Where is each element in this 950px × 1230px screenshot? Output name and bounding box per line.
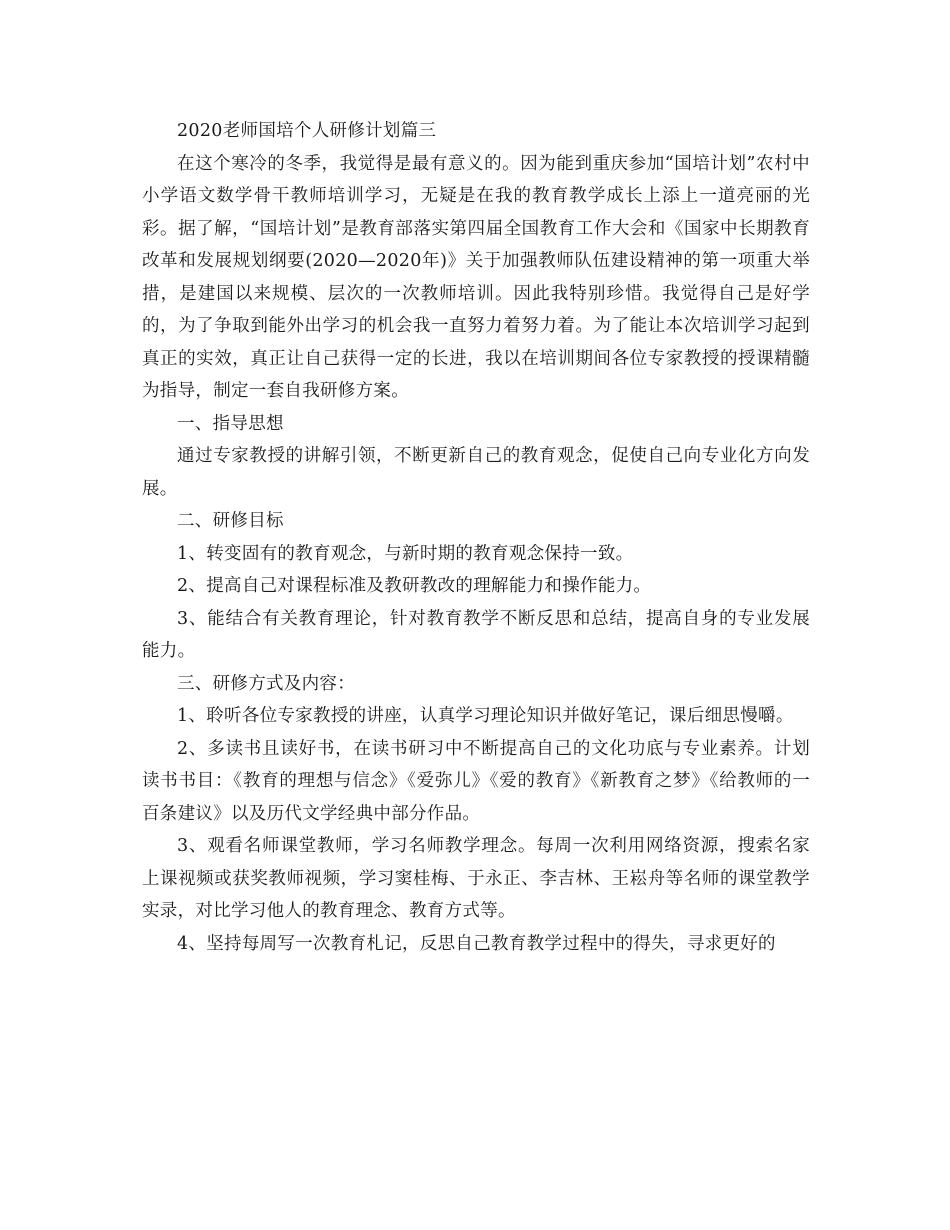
method-item-4: 4、坚持每周写一次教育札记，反思自己教育教学过程中的得失，寻求更好的	[177, 933, 776, 954]
intro-paragraph: 在这个寒冷的冬季，我觉得是最有意义的。因为能到重庆参加“国培计划”农村中小学语文数学骨干教师培训学习，无疑是在我的教育教学成长上添上一道亮丽的光彩。据了解，“国培计划”是教育部落实第四届全国教育工作大会和《国家中长期教育改革和发展规划纲要(2020—2020年)》关于加强教师队伍建设精神的第一项重大举措，是建国以来规模、层次的一次教师培训。因此我特别珍惜。我觉得自己是好学的，为了争取到能外出学习的机会我一直努力着努力着。为了能让本次培训学习起到真正的实效，真正让自己获得一定的长进，我以在培训期间各位专家教授的授课精髓为指导，制定一套自我研修方案。	[142, 153, 810, 401]
section-heading-guiding-thought: 一、指导思想	[177, 413, 284, 434]
section-heading-methods: 三、研修方式及内容：	[177, 673, 355, 694]
goal-item-1: 1、转变固有的教育观念，与新时期的教育观念保持一致。	[177, 543, 634, 564]
goal-item-3: 3、能结合有关教育理论，针对教育教学不断反思和总结，提高自身的专业发展能力。	[142, 608, 810, 661]
section-heading-goals: 二、研修目标	[177, 511, 284, 531]
goal-item-2: 2、提高自己对课程标准及教研教改的理解能力和操作能力。	[177, 576, 652, 596]
document-body	[142, 115, 810, 960]
guiding-thought-paragraph: 通过专家教授的讲解引领，不断更新自己的教育观念，促使自己向专业化方向发展。	[142, 446, 810, 499]
method-item-1: 1、聆听各位专家教授的讲座，认真学习理论知识并做好笔记，课后细思慢嚼。	[177, 706, 794, 726]
method-item-2: 2、多读书且读好书，在读书研习中不断提高自己的文化功底与专业素养。计划读书书目：《教育的理想与信念》《爱弥儿》《爱的教育》《新教育之梦》《给教师的一百条建议》以及历代文学经典中部分作品。	[142, 738, 810, 824]
document-title: 2020老师国培个人研修计划篇三	[177, 121, 437, 141]
method-item-3: 3、观看名师课堂教师，学习名师教学理念。每周一次利用网络资源，搜索名家上课视频或获奖教师视频，学习窦桂梅、于永正、李吉林、王崧舟等名师的课堂教学实录，对比学习他人的教育理念、教育方式等。	[142, 836, 810, 921]
